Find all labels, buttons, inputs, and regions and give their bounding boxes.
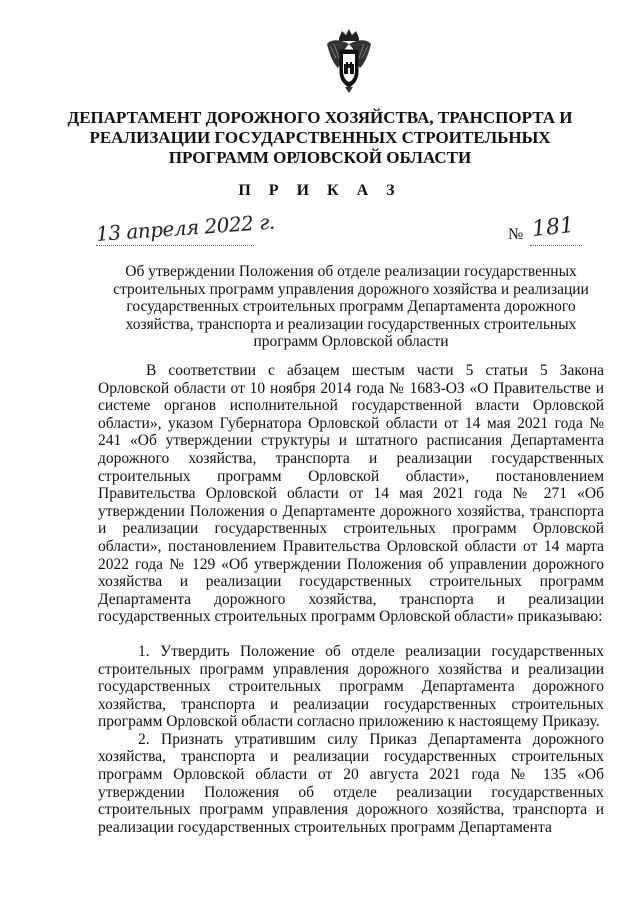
- coat-of-arms-emblem: [324, 28, 374, 94]
- order-subject: Об утверждении Положения об отделе реализации государственных строительных программ управления дорожного хозяйства и реализации государственных строительных программ Департамента дорожного хозяйства, транспорта и реализации государственных строительных программ Орловской области: [113, 263, 589, 350]
- order-date-handwritten: 13 апреля 2022 г.: [95, 209, 276, 246]
- document-type-title: П Р И К А З: [238, 182, 402, 199]
- preamble-paragraph: В соответствии с абзацем шестым части 5 статьи 5 Закона Орловской области от 10 ноября 2014 года № 1683-ОЗ «О Правительстве и системе органов исполнительной государственной власти Орловской области», указом Губернатора Орловской области от 14 мая 2021 года № 241 «Об утверждении структуры и штатного расписания Департамента дорожного хозяйства, транспорта и реализации государственных строительных программ Орловской области», постановлением Правительства Орловской области от 14 мая 2021 года № 271 «Об утверждении Положения о Департаменте дорожного хозяйства, транспорта и реализации государственных строительных программ Орловской области», постановлением Правительства Орловской области от 14 марта 2022 года № 129 «Об утверждении Положения об управлении дорожного хозяйства и реализации государственных строительных программ Департамента дорожного хозяйства, транспорта и реализации государственных строительных программ Орловской области» приказываю:: [98, 362, 604, 626]
- department-name: ДЕПАРТАМЕНТ ДОРОЖНОГО ХОЗЯЙСТВА, ТРАНСПОРТА И РЕАЛИЗАЦИИ ГОСУДАРСТВЕННЫХ СТРОИТЕЛЬНЫХ ПРОГРАММ ОРЛОВСКОЙ ОБЛАСТИ: [67, 108, 573, 167]
- date-underline: [96, 245, 254, 246]
- order-number-label: №: [508, 226, 524, 243]
- order-item-2: 2. Признать утратившим силу Приказ Департамента дорожного хозяйства, транспорта и реализации государственных строительных программ Орловской области от 20 августа 2021 года № 135 «Об утверждении Положения об отделе реализации государственных строительных программ управления дорожного хозяйства, транспорта и реализации государственных строительных программ Департамента: [98, 730, 604, 836]
- number-underline: [530, 245, 582, 246]
- order-item-1: 1. Утвердить Положение об отделе реализации государственных строительных программ управления дорожного хозяйства и реализации государственных строительных программ Департамента дорожного хозяйства, транспорта и реализации государственных строительных программ Орловской области согласно приложению к настоящему Приказу.: [98, 642, 604, 731]
- order-body: [98, 362, 604, 836]
- order-number-handwritten: 181: [530, 212, 576, 243]
